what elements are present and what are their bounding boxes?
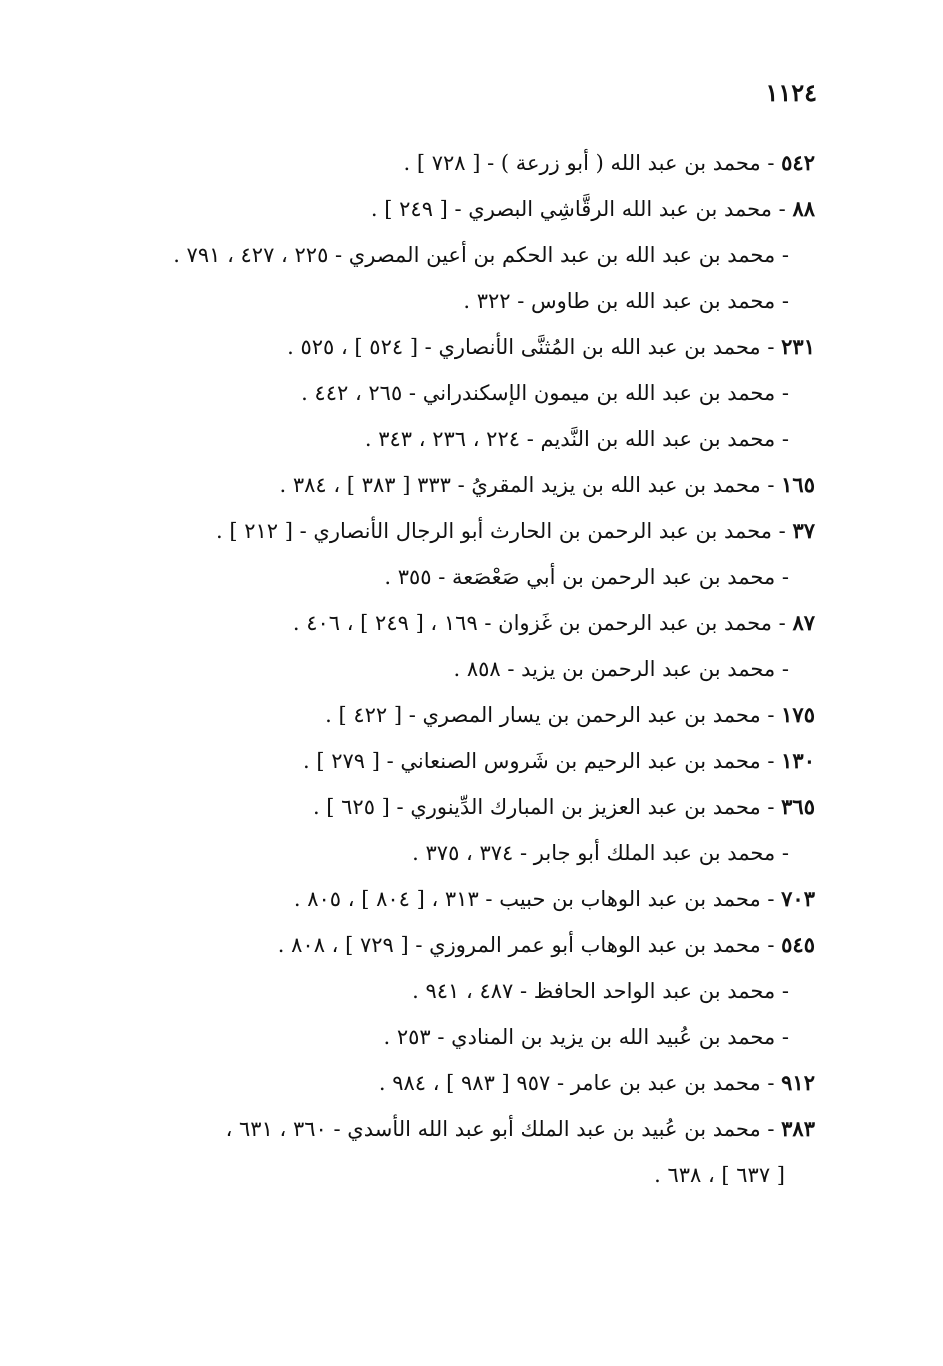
index-entry: [115, 186, 815, 232]
entry-text: - محمد بن عبد الرحمن بن أبي صَعْصَعة - ٣٥٥ .: [384, 565, 789, 589]
index-entry: [115, 738, 815, 784]
entry-text: - محمد بن عبد الملك أبو جابر - ٣٧٤ ، ٣٧٥ .: [412, 841, 789, 865]
index-entry: [115, 508, 815, 554]
index-subentry: [115, 554, 815, 600]
entry-number: ٥٤٢: [781, 150, 815, 175]
entry-text: - محمد بن عبد الرحمن بن يسار المصري - [ ٤٢٢ ] .: [325, 703, 775, 727]
index-entry: [115, 324, 815, 370]
index-entry: [115, 876, 815, 922]
entry-text: - محمد بن عبد الوهاب أبو عمر المروزي - [ ٧٢٩ ] ، ٨٠٨ .: [277, 933, 775, 957]
index-subentry: [115, 232, 815, 278]
index-entry: [115, 784, 815, 830]
index-subentry: [115, 1014, 815, 1060]
index-entry: [115, 1060, 815, 1106]
index-entry: [115, 140, 815, 186]
index-entry: [115, 1106, 815, 1198]
entry-text: - محمد بن عبد الله الرقَّاشِي البصري - [ ٢٤٩ ] .: [370, 197, 786, 221]
entry-text: - محمد بن عبد الله بن عبد الحكم بن أعين المصري - ٢٢٥ ، ٤٢٧ ، ٧٩١ .: [173, 243, 789, 267]
entry-text: - محمد بن عبد الله بن طاوس - ٣٢٢ .: [463, 289, 789, 313]
index-entry: [115, 462, 815, 508]
entry-number: ٩١٢: [781, 1070, 815, 1095]
index-subentry: [115, 968, 815, 1014]
entry-number: ١٣٠: [781, 748, 815, 773]
entry-number: ٧٠٣: [781, 886, 815, 911]
entry-number: ٨٧: [792, 610, 815, 635]
entry-text: - محمد بن عبد الله بن يزيد المقريُ - ٣٣٣ [ ٣٨٣ ] ، ٣٨٤ .: [279, 473, 775, 497]
entry-text: - محمد بن عبد الله بن النَّديم - ٢٢٤ ، ٢٣٦ ، ٣٤٣ .: [364, 427, 789, 451]
entry-text: - محمد بن عبد الوهاب بن حبيب - ٣١٣ ، [ ٨٠٤ ] ، ٨٠٥ .: [293, 887, 775, 911]
entry-text: - محمد بن عبد الله ( أبو زرعة ) - [ ٧٢٨ ] .: [403, 151, 775, 175]
entry-number: ٣٨٣: [781, 1116, 815, 1141]
page-number: ١١٢٤: [765, 78, 817, 107]
index-entry: [115, 692, 815, 738]
entry-text: - محمد بن عبد الرحمن بن غَزوان - ١٦٩ ، [ ٢٤٩ ] ، ٤٠٦ .: [292, 611, 786, 635]
entry-number: ٢٣١: [781, 334, 815, 359]
index-subentry: [115, 278, 815, 324]
entry-number: ١٧٥: [781, 702, 815, 727]
entry-text: - محمد بن عبد الرحيم بن شَروس الصنعاني - [ ٢٧٩ ] .: [303, 749, 775, 773]
entry-continuation: [ ٦٣٧ ] ، ٦٣٨ .: [654, 1163, 785, 1187]
entry-number: ١٦٥: [781, 472, 815, 497]
entry-text: - محمد بن عُبيد بن عبد الملك أبو عبد الله الأسدي - ٣٦٠ ، ٦٣١ ،: [225, 1117, 775, 1141]
index-entry: [115, 600, 815, 646]
entry-text: - محمد بن عبد الواحد الحافظ - ٤٨٧ ، ٩٤١ .: [412, 979, 789, 1003]
index-subentry: [115, 370, 815, 416]
index-entry: [115, 922, 815, 968]
entry-text: - محمد بن عبد الرحمن بن يزيد - ٨٥٨ .: [453, 657, 789, 681]
entry-text: - محمد بن عبد الرحمن بن الحارث أبو الرجال الأنصاري - [ ٢١٢ ] .: [216, 519, 786, 543]
entry-text: - محمد بن عبد بن عامر - ٩٥٧ [ ٩٨٣ ] ، ٩٨٤ .: [378, 1071, 775, 1095]
entry-number: ٣٧: [792, 518, 815, 543]
index-subentry: [115, 416, 815, 462]
entry-text: - محمد بن عبد العزيز بن المبارك الدِّينوري - [ ٦٢٥ ] .: [312, 795, 775, 819]
entry-text: - محمد بن عبد الله بن المُثنَّى الأنصاري - [ ٥٢٤ ] ، ٥٢٥ .: [287, 335, 775, 359]
entry-number: ٣٦٥: [781, 794, 815, 819]
entry-number: ٥٤٥: [781, 932, 815, 957]
index-subentry: [115, 830, 815, 876]
entry-number: ٨٨: [792, 196, 815, 221]
index-subentry: [115, 646, 815, 692]
entry-text: - محمد بن عُبيد الله بن يزيد بن المنادي - ٢٥٣ .: [383, 1025, 789, 1049]
index-list: [115, 140, 815, 1198]
entry-text: - محمد بن عبد الله بن ميمون الإسكندراني - ٢٦٥ ، ٤٤٢ .: [301, 381, 789, 405]
